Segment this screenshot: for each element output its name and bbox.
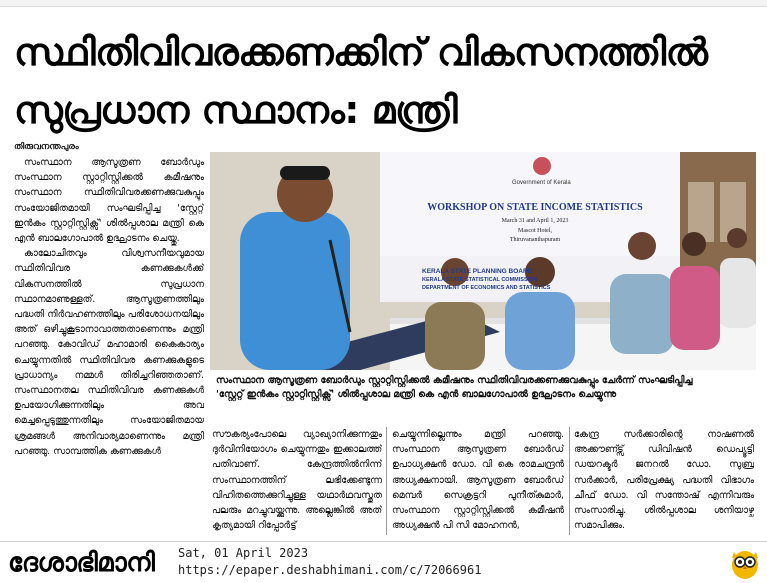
banner-gov: Government of Kerala (512, 180, 571, 186)
owl-icon[interactable] (728, 546, 762, 580)
banner-title: WORKSHOP ON STATE INCOME STATISTICS (427, 202, 643, 213)
paragraph-1: സംസ്ഥാന ആസൂത്രണ ബോർഡും സംസ്ഥാന സ്റ്റാറ്റിസ്റ്റിക്കൽ കമീഷനും സംസ്ഥാന സ്ഥിതിവിവരക്കണക്കുവകുപ്പും സംയോജിതമായി സംഘടിപ്പിച്ച 'സ്റ്റേറ്റ് ഇൻകം സ്റ്റാറ്റിസ്റ്റിക്സ്' ശിൽപ്പശാല മന്ത്രി കെ എൻ ബാലഗോപാൽ ഉദ്ഘാടനം ചെയ്തു. (14, 157, 204, 245)
photo-illustration (210, 152, 756, 370)
edition-date: Sat, 01 April 2023 (178, 546, 309, 560)
photo-caption (210, 370, 756, 406)
banner-venue-1: Mascot Hotel, (518, 228, 552, 234)
paragraph-2: കാലോചിതവും വിശ്വസനീയവുമായ സ്ഥിതിവിവര കണക്കുകൾക്ക് വികസനത്തിൽ സുപ്രധാന സ്ഥാനമാണുള്ളത്. ആസൂത്രണത്തിലും പദ്ധതി നിർവഹണത്തിലും പരിശോധനയിലും അത് ഒഴിച്ചുകൂടാനാവാത്തതാണെന്നും മന്ത്രി പറഞ്ഞു. കോവിഡ് മഹാമാരി കൈകാര്യം ചെയ്യുന്നതിൽ സ്ഥിതിവിവര കണക്കുകളുടെ പ്രാധാന്യം നമ്മൾ തിരിച്ചറിഞ്ഞതാണ്. സംസ്ഥാനതല സ്ഥിതിവിവര കണക്കുകൾ ഉപയോഗിക്കുന്നതിലും അവ മെച്ചപ്പെടുത്തുന്നതിലും സംയോജിതമായ ശ്രമങ്ങൾ അനിവാര്യമാണെന്നും മന്ത്രി പറഞ്ഞു. സാമ്പത്തിക കണക്കുകൾ (14, 248, 204, 457)
article-column-4: കേന്ദ്ര സർക്കാരിന്റെ നാഷണൽ അക്കൗണ്ട്സ് ഡിവിഷൻ ഡെപ്യൂട്ടി ഡയറക്ടർ ജനറൽ ഡോ. സുബ്ര സർക്കാർ, പരിപ്രേക്ഷ്യ പദ്ധതി വിഭാഗം ചീഫ് ഡോ. വി സന്തോഷ് എന്നിവരും സംസാരിച്ചു. ശിൽപ്പശാല ശനിയാഴ്ച സമാപിക്കും. (574, 429, 754, 532)
news-photo (210, 152, 756, 370)
caption-line-2: 'സ്റ്റേറ്റ് ഇൻകം സ്റ്റാറ്റിസ്റ്റിക്സ്' ശിൽപ്പശാല മന്ത്രി കെ എൻ ബാലഗോപാൽ ഉദ്ഘാടനം ചെയ്യുന്നു (216, 389, 617, 400)
newspaper-logo: ദേശാഭിമാനി (8, 548, 155, 578)
banner-org-3: DEPARTMENT OF ECONOMICS AND STATISTICS (422, 285, 551, 291)
banner-org-2: KERALA STATE STATISTICAL COMMISSION (422, 277, 538, 283)
footer-divider (0, 541, 767, 542)
article-column-3: ചെയ്യുന്നില്ലെന്നും മന്ത്രി പറഞ്ഞു. സംസ്ഥാന ആസൂത്രണ ബോർഡ് ഉപാധ്യക്ഷൻ ഡോ. വി കെ രാമചന്ദ്രൻ അധ്യക്ഷനായി. ആസൂത്രണ ബോർഡ് മെമ്പർ സെക്രട്ടറി പുനീത്കുമാർ, സംസ്ഥാന സ്റ്റാറ്റിസ്റ്റിക്കൽ കമീഷൻ അധ്യക്ഷൻ പി സി മോഹനൻ, (392, 429, 564, 532)
epaper-link[interactable]: https://epaper.deshabhimani.com/c/72066961 (178, 563, 482, 577)
article-column-2: സൗകര്യംപോലെ വ്യാഖ്യാനിക്കുന്നതും ദുർവിനിയോഗം ചെയ്യുന്നതും ഇക്കാലത്ത് പതിവാണ്. കേന്ദ്രത്തിൽനിന്ന് സംസ്ഥാനത്തിന് ലഭിക്കേണ്ടുന്ന വിഹിതത്തെക്കുറിച്ചുള്ള യഥാർഥവസ്തുത പലരും മറച്ചുവയ്ക്കുന്നു. അല്ലെങ്കിൽ അത് കൃത്യമായി റിപ്പോർട്ട് (212, 429, 382, 532)
banner-dates: March 31 and April 1, 2023 (501, 218, 569, 224)
headline-line-2: സുപ്രധാന സ്ഥാനം: മന്ത്രി (14, 88, 458, 132)
dateline: തിരുവനന്തപുരം (14, 142, 79, 152)
caption-line-1: സംസ്ഥാന ആസൂത്രണ ബോർഡും സ്റ്റാറ്റിസ്റ്റിക്കൽ കമീഷനും സ്ഥിതിവിവരക്കണക്കുവകുപ്പും ചേർന്ന് സംഘടിപ്പിച്ച (216, 375, 693, 386)
top-strip (0, 0, 767, 7)
banner-venue-2: Thiruvananthapuram (509, 237, 561, 243)
banner-org-1: KERALA STATE PLANNING BOARD (422, 268, 533, 275)
column-divider (386, 427, 387, 535)
column-divider (569, 427, 570, 535)
headline-line-1: സ്ഥിതിവിവരക്കണക്കിന് വികസനത്തിൽ (14, 30, 708, 74)
article-column-1 (14, 155, 204, 533)
